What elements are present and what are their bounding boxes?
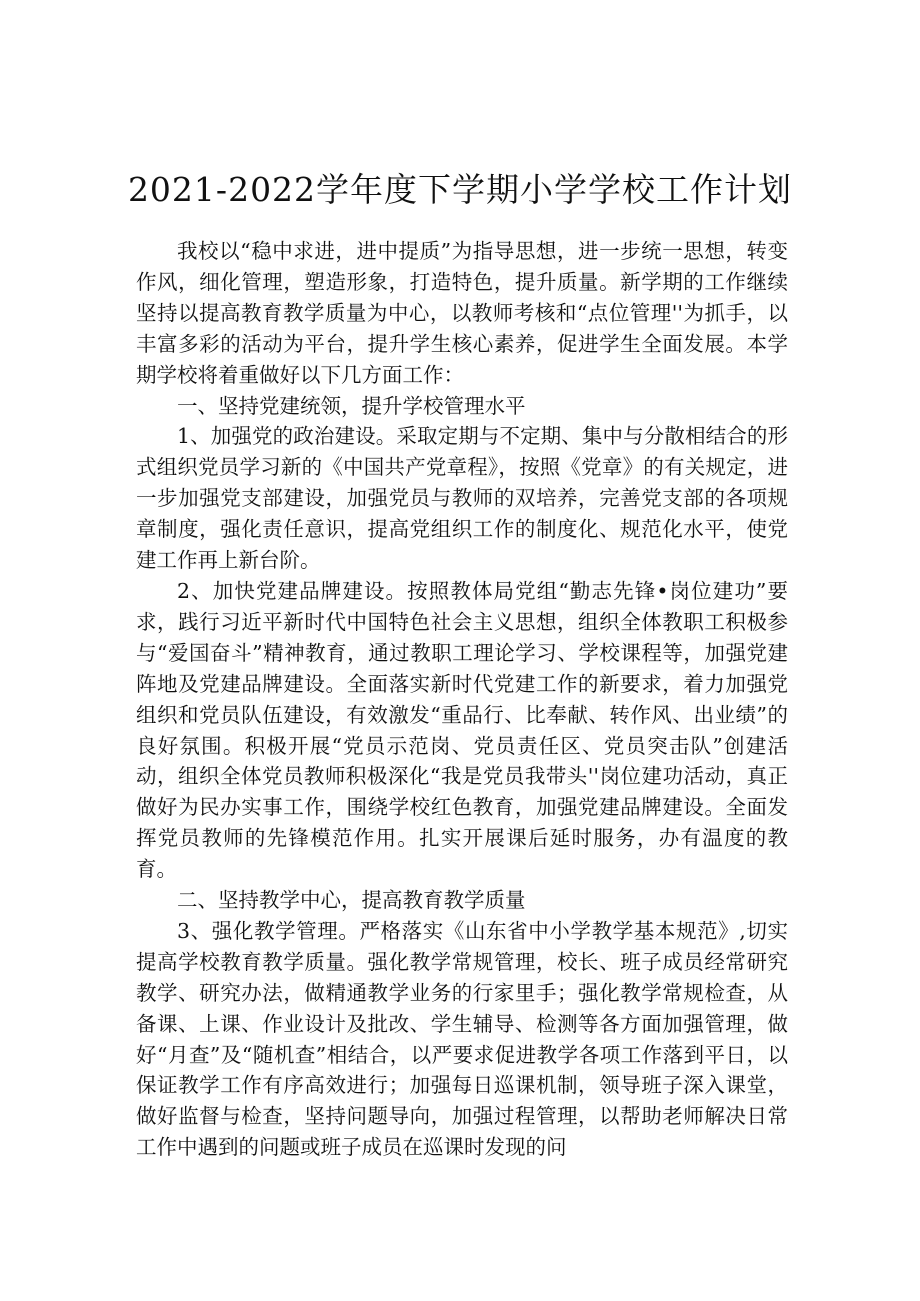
item-1-paragraph: 1、加强党的政治建设。采取定期与不定期、集中与分散相结合的形式组织党员学习新的《中国共产党章程》，按照《党章》的有关规定，进一步加强党支部建设，加强党员与教师的双培养，完善党支部的各项规章制度，强化责任意识，提高党组织工作的制度化、规范化水平，使党建工作再上新台阶。 xyxy=(136,424,788,573)
item-3-paragraph: 3、强化教学管理。严格落实《山东省中小学教学基本规范》,切实提高学校教育教学质量。强化教学常规管理，校长、班子成员经常研究教学、研究办法，做精通教学业务的行家里手；强化教学常规检查，从备课、上课、作业设计及批改、学生辅导、检测等各方面加强管理，做好“月查”及“随机查”相结合，以严要求促进教学各项工作落到平日，以保证教学工作有序高效进行；加强每日巡课机制，领导班子深入课堂，做好监督与检查，坚持问题导向，加强过程管理，以帮助老师解决日常工作中遇到的问题或班子成员在巡课时发现的问 xyxy=(136,918,788,1160)
document-title: 2021-2022学年度下学期小学学校工作计划 xyxy=(127,170,793,209)
section-heading-2: 二、坚持教学中心，提高教育教学质量 xyxy=(177,888,526,913)
intro-paragraph: 我校以“稳中求进，进中提质”为指导思想，进一步统一思想，转变作风，细化管理，塑造形象，打造特色，提升质量。新学期的工作继续坚持以提高教育教学质量为中心，以教师考核和“点位管理''为抓手，以丰富多彩的活动为平台，提升学生核心素养，促进学生全面发展。本学期学校将着重做好以下几方面工作： xyxy=(136,239,788,387)
document-body xyxy=(136,236,788,1163)
item-2-paragraph: 2、加快党建品牌建设。按照教体局党组“勤志先锋•岗位建功”要求，践行习近平新时代中国特色社会主义思想，组织全体教职工积极参与“爱国奋斗”精神教育，通过教职工理论学习、学校课程等，加强党建阵地及党建品牌建设。全面落实新时代党建工作的新要求，着力加强党组织和党员队伍建设，有效激发“重品行、比奉献、转作风、出业绩”的良好氛围。积极开展“党员示范岗、党员责任区、党员突击队”创建活动，组织全体党员教师积极深化“我是党员我带头''岗位建功活动，真正做好为民办实事工作，围绕学校红色教育，加强党建品牌建设。全面发挥党员教师的先锋模范作用。扎实开展课后延时服务，办有温度的教育。 xyxy=(136,578,788,882)
section-heading-1: 一、坚持党建统领，提升学校管理水平 xyxy=(177,393,526,418)
